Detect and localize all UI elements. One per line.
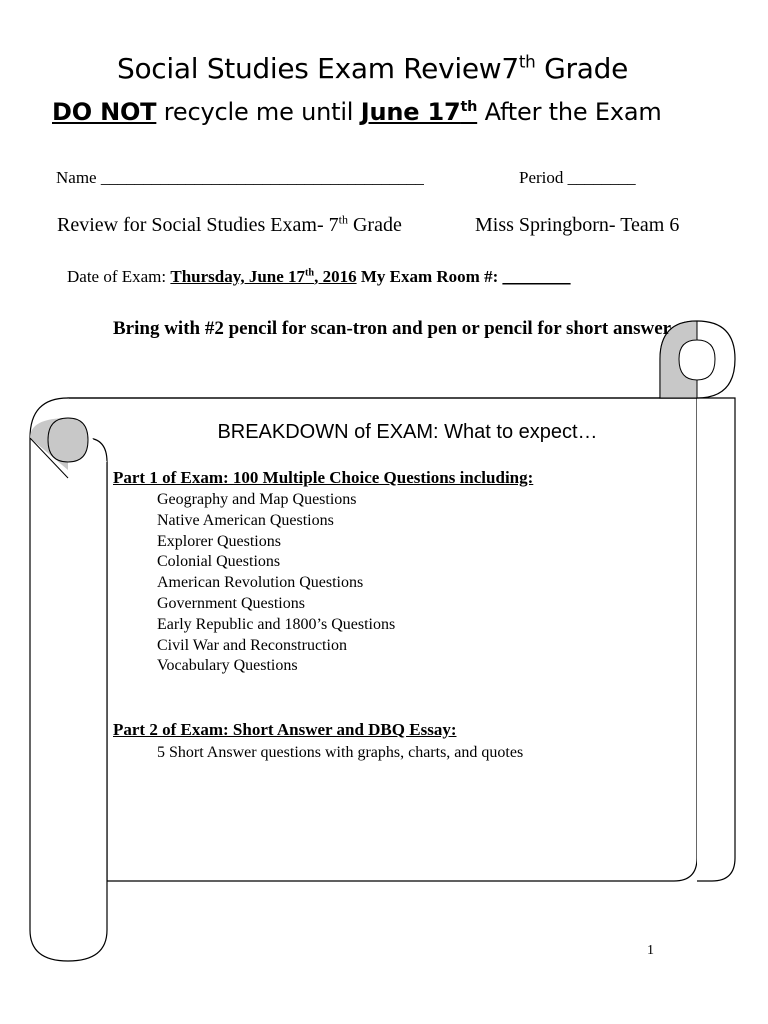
page-number: 1 <box>647 943 654 958</box>
recycle-notice: DO NOT recycle me until June 17th After the Exam <box>52 98 662 126</box>
part2-detail: 5 Short Answer questions with graphs, charts, and quotes <box>157 744 524 761</box>
list-item: Native American Questions <box>157 511 334 529</box>
list-item: Vocabulary Questions <box>157 657 298 675</box>
page-title: Social Studies Exam Review7th Grade <box>117 51 628 85</box>
exam-date-line: Date of Exam: Thursday, June 17th, 2016 My Exam Room #: ________ <box>67 267 571 286</box>
teacher-name: Miss Springborn- Team 6 <box>475 214 680 236</box>
list-item: Early Republic and 1800’s Questions <box>157 615 396 633</box>
do-not-text: DO NOT <box>52 98 157 126</box>
list-item: Explorer Questions <box>157 532 281 550</box>
exam-room-blank[interactable]: ________ <box>502 267 571 286</box>
list-item: Civil War and Reconstruction <box>157 636 347 654</box>
list-item: Geography and Map Questions <box>157 491 357 508</box>
notice-date: June 17th <box>360 98 478 126</box>
breakdown-title: BREAKDOWN of EXAM: What to expect… <box>217 421 598 443</box>
list-item: Government Questions <box>157 594 305 612</box>
part2-heading: Part 2 of Exam: Short Answer and DBQ Essay: <box>113 720 457 739</box>
list-item: Colonial Questions <box>157 553 281 571</box>
list-item: American Revolution Questions <box>157 574 364 592</box>
part1-heading: Part 1 of Exam: 100 Multiple Choice Questions including: <box>113 468 534 487</box>
review-heading: Review for Social Studies Exam- 7th Grade <box>57 212 402 236</box>
name-field[interactable]: Name ______________________________________ <box>56 168 424 187</box>
period-field[interactable]: Period ________ <box>519 168 636 187</box>
part1-topic-list <box>157 490 395 677</box>
bring-supplies-note: Bring with #2 pencil for scan-tron and pen or pencil for short answer <box>113 318 672 339</box>
exam-date-value: Thursday, June 17th, 2016 <box>170 267 357 286</box>
